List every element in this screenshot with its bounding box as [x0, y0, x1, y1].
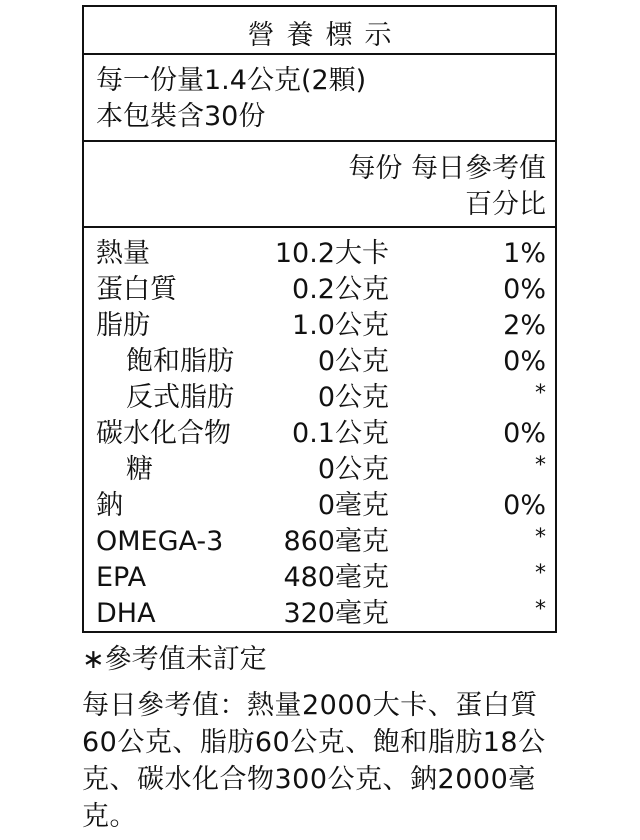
serving-size: 每一份量1.4公克(2顆) [96, 65, 367, 96]
nutrient-name: 鈉 [96, 490, 123, 521]
nutrient-daily-value: 2% [503, 310, 546, 341]
nutrient-name: EPA [96, 562, 147, 593]
nutrient-row [84, 524, 555, 560]
nutrient-row [84, 596, 555, 632]
nutrient-row [84, 308, 555, 344]
nutrient-name: 熱量 [96, 238, 150, 269]
title-divider [84, 53, 555, 55]
serving-divider [84, 140, 555, 142]
footnote-not-established: ∗參考值未訂定 [82, 644, 267, 675]
nutrient-amount: 0.2公克 [292, 274, 389, 305]
nutrient-row [84, 380, 555, 416]
servings-per-package: 本包裝含30份 [96, 101, 266, 132]
nutrient-name: OMEGA-3 [96, 526, 224, 557]
nutrient-amount: 0公克 [317, 454, 389, 485]
nutrient-amount: 0公克 [317, 346, 389, 377]
nutrient-daily-value: 0% [503, 274, 546, 305]
nutrient-name: 碳水化合物 [96, 418, 231, 449]
nutrient-amount: 860毫克 [283, 526, 389, 557]
nutrient-daily-value: 0% [503, 490, 546, 521]
nutrient-amount: 320毫克 [283, 598, 389, 629]
daily-reference-note: 每日參考值：熱量2000大卡、蛋白質60公克、脂肪60公克、飽和脂肪18公克、碳水化合物300公克、鈉2000毫克。 [82, 690, 546, 832]
nutrient-row [84, 272, 555, 308]
nutrient-amount: 0公克 [317, 382, 389, 413]
header-daily-value: 每日參考值 [411, 153, 546, 184]
nutrient-name: 脂肪 [96, 310, 150, 341]
nutrient-daily-value: * [535, 381, 546, 406]
nutrient-row [84, 452, 555, 488]
nutrient-name: 反式脂肪 [126, 382, 234, 413]
nutrient-name: 蛋白質 [96, 274, 177, 305]
nutrient-table [84, 236, 555, 632]
header-per-serving: 每份 [348, 153, 403, 184]
nutrient-name: 飽和脂肪 [126, 346, 234, 377]
nutrient-row [84, 488, 555, 524]
nutrient-amount: 10.2大卡 [274, 238, 389, 269]
nutrient-amount: 1.0公克 [292, 310, 389, 341]
nutrition-facts-panel [82, 5, 557, 633]
nutrient-daily-value: * [535, 561, 546, 586]
nutrient-row [84, 416, 555, 452]
nutrient-name: DHA [96, 598, 156, 629]
column-header-line1 [348, 151, 546, 187]
nutrient-daily-value: * [535, 453, 546, 478]
serving-info [96, 63, 366, 135]
nutrient-daily-value: 0% [503, 418, 546, 449]
nutrient-daily-value: * [535, 597, 546, 622]
label-title: 營養標示 [247, 20, 404, 51]
nutrient-name: 糖 [126, 454, 153, 485]
nutrient-amount: 480毫克 [283, 562, 389, 593]
nutrient-daily-value: 0% [503, 346, 546, 377]
column-headers [348, 151, 546, 223]
nutrient-row [84, 344, 555, 380]
nutrient-daily-value: * [535, 525, 546, 550]
header-daily-value-percent: 百分比 [465, 189, 546, 220]
nutrient-amount: 0.1公克 [292, 418, 389, 449]
nutrient-row [84, 560, 555, 596]
nutrient-daily-value: 1% [503, 238, 546, 269]
nutrient-amount: 0毫克 [317, 490, 389, 521]
header-divider [84, 226, 555, 228]
nutrient-row [84, 236, 555, 272]
